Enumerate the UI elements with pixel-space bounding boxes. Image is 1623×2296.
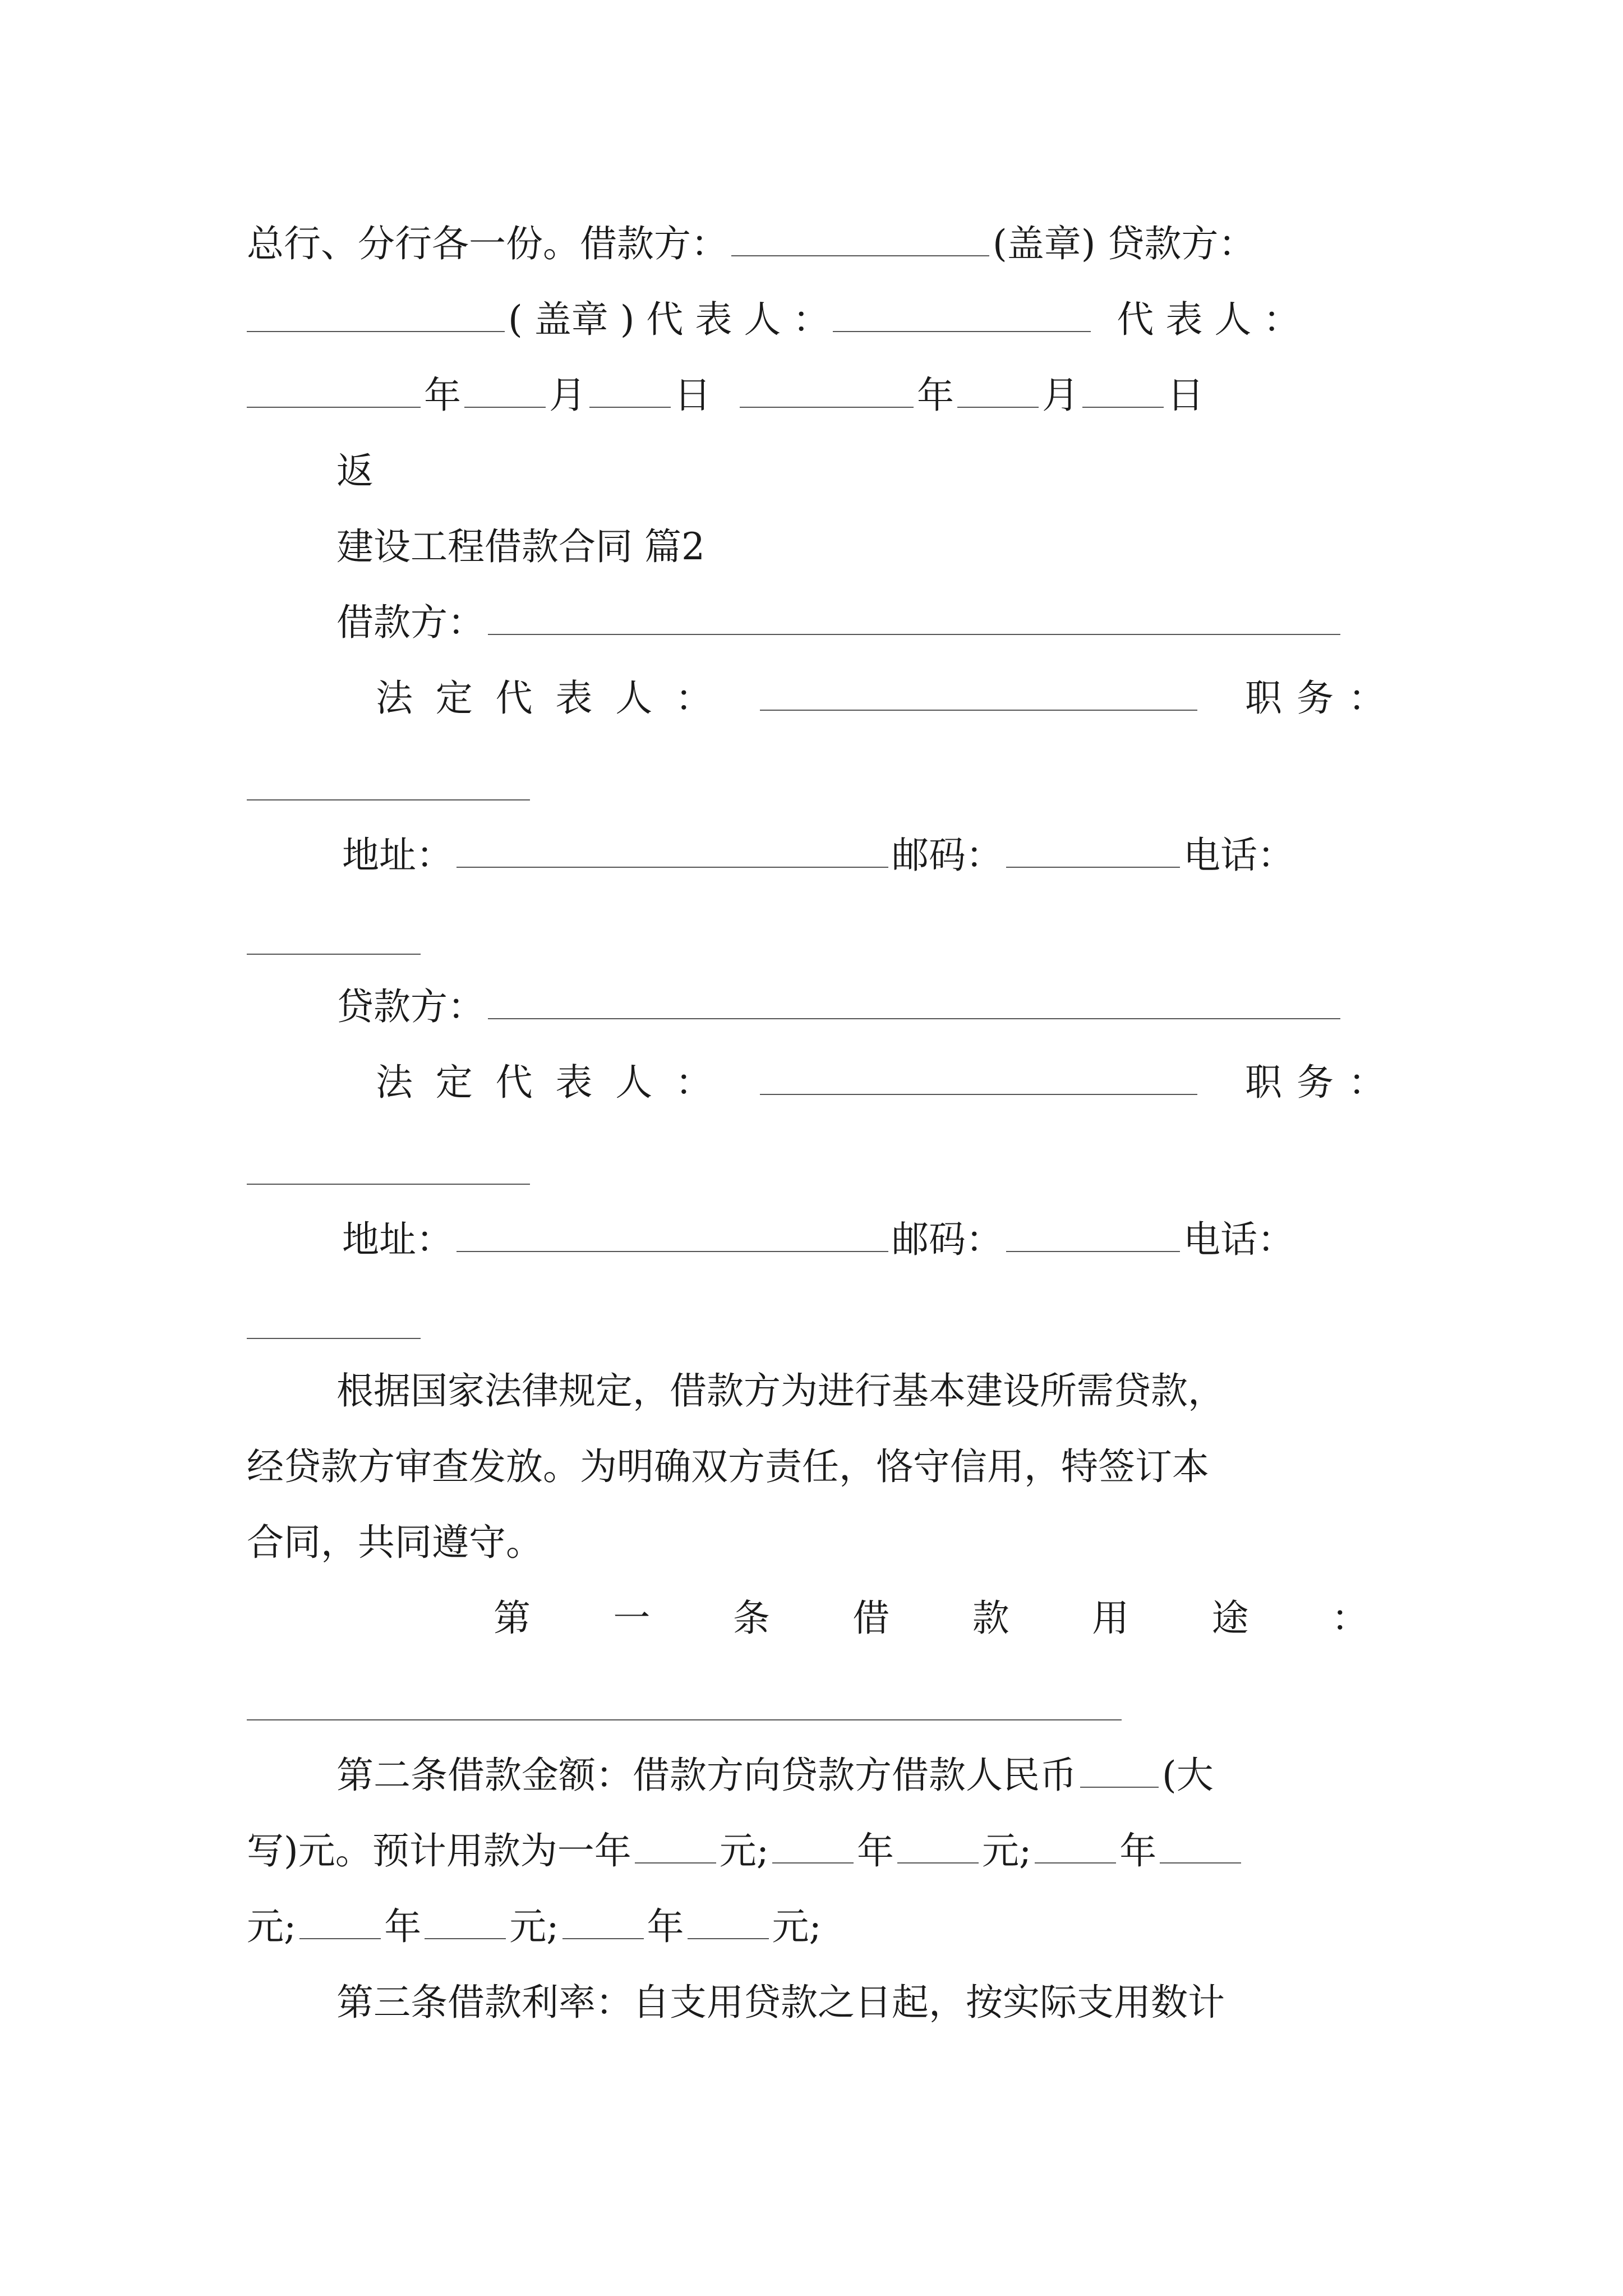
legal-rep-blank [760, 673, 1197, 711]
borrower-line [336, 592, 1385, 654]
contract-title [336, 516, 1385, 578]
loan-purpose-blank [247, 1719, 1122, 1720]
position-label: 职 务 ： [1245, 677, 1385, 720]
intro-line-1 [336, 1360, 1385, 1422]
lender-name-blank [488, 981, 1340, 1019]
legal-rep-label: 法 定 代 表 人 ： [376, 1061, 712, 1104]
postcode-blank [1006, 830, 1180, 868]
borrower-name-blank [488, 597, 1340, 635]
signature-line-2 [247, 289, 1385, 351]
postcode-label: 邮码： [892, 834, 1003, 877]
amount-blank [1080, 1750, 1159, 1788]
year4-amount-blank [425, 1901, 506, 1939]
legal-rep-label: 法 定 代 表 人 ： [376, 677, 712, 720]
article-1-heading: 第 一 条 借 款 用 途 ： [494, 1596, 1368, 1640]
year3-amount-blank [1160, 1825, 1241, 1864]
year5-amount-blank [688, 1901, 769, 1939]
day-blank-1 [589, 370, 671, 408]
intro-text-3: 合同，共同遵守。 [247, 1521, 543, 1564]
article-2-line-2: 写)元。预计用款为一年 元; 年 元; 年 [247, 1820, 1385, 1882]
year5-blank [562, 1901, 644, 1939]
article-2-text: 第二条借款金额：借款方向贷款方借款人民币 [336, 1754, 1077, 1797]
year3-blank [1035, 1825, 1116, 1864]
postcode-blank [1006, 1214, 1180, 1252]
intro-text-2: 经贷款方审查发放。为明确双方责任，恪守信用，特签订本 [247, 1445, 1209, 1488]
lender-phone-blank [247, 1338, 421, 1339]
borrower-address-line [342, 825, 1385, 886]
date-line [247, 365, 1385, 426]
borrower-legal-rep-line [376, 668, 1385, 729]
phone-label: 电话： [1183, 1218, 1294, 1261]
article-2-line-3: 元; 年 元; 年 元; [247, 1896, 1385, 1958]
legal-rep-blank [760, 1057, 1197, 1095]
address-label: 地址： [342, 834, 453, 877]
address-blank [457, 830, 888, 868]
representative-blank [833, 294, 1091, 332]
day-label-1: 日 [674, 374, 711, 417]
article-3-text: 第三条借款利率：自支用贷款之日起，按实际支用数计 [336, 1981, 1225, 2024]
signature-line-1 [247, 213, 1385, 275]
lender-legal-rep-line [376, 1052, 1385, 1114]
intro-line-3 [247, 1512, 1385, 1573]
return-link[interactable] [336, 440, 1385, 502]
position-label: 职 务 ： [1245, 1061, 1385, 1104]
year-label-1: 年 [424, 374, 461, 417]
address-label: 地址： [342, 1218, 453, 1261]
borrower-seal-blank [731, 218, 989, 256]
borrower-position-blank [247, 799, 530, 800]
borrower-label: 借款方： [336, 601, 485, 644]
lender-address-line [342, 1209, 1385, 1271]
seal-and-lender-label: (盖章) 贷款方： [993, 222, 1256, 265]
article-3-line [336, 1972, 1385, 2033]
return-text: 返 [336, 449, 374, 493]
year2-blank [772, 1825, 854, 1864]
day-label-2: 日 [1166, 374, 1204, 417]
intro-line-2 [247, 1436, 1385, 1498]
phone-label: 电话： [1183, 834, 1294, 877]
contract-title-text: 建设工程借款合同 篇2 [336, 525, 705, 568]
copies-and-borrower-label: 总行、分行各一份。借款方： [247, 222, 728, 265]
borrower-phone-blank [247, 954, 421, 955]
representative-label-2: 代 表 人 ： [1117, 298, 1301, 341]
article-2-schedule: 写)元。预计用款为一年 [247, 1829, 631, 1872]
lender-line [336, 976, 1385, 1038]
article-2-line-1 [336, 1745, 1385, 1806]
month-blank-1 [464, 370, 546, 408]
year4-blank [299, 1901, 381, 1939]
year2-amount-blank [897, 1825, 979, 1864]
lender-label: 贷款方： [336, 985, 485, 1028]
intro-text-1: 根据国家法律规定，借款方为进行基本建设所需贷款， [336, 1369, 1225, 1412]
address-blank [457, 1214, 888, 1252]
lender-seal-blank [247, 294, 505, 332]
lender-position-blank [247, 1184, 530, 1185]
year-blank-2 [740, 370, 914, 408]
article-2-capital: (大 [1162, 1754, 1214, 1797]
year-label-2: 年 [916, 374, 954, 417]
month-blank-2 [957, 370, 1039, 408]
postcode-label: 邮码： [892, 1218, 1003, 1261]
month-label-1: 月 [549, 374, 586, 417]
month-label-2: 月 [1041, 374, 1079, 417]
day-blank-2 [1082, 370, 1164, 408]
seal-representative-label: ( 盖章 ) 代 表 人 ： [508, 298, 830, 341]
year-blank-1 [247, 370, 421, 408]
year1-amount-blank [635, 1825, 716, 1864]
